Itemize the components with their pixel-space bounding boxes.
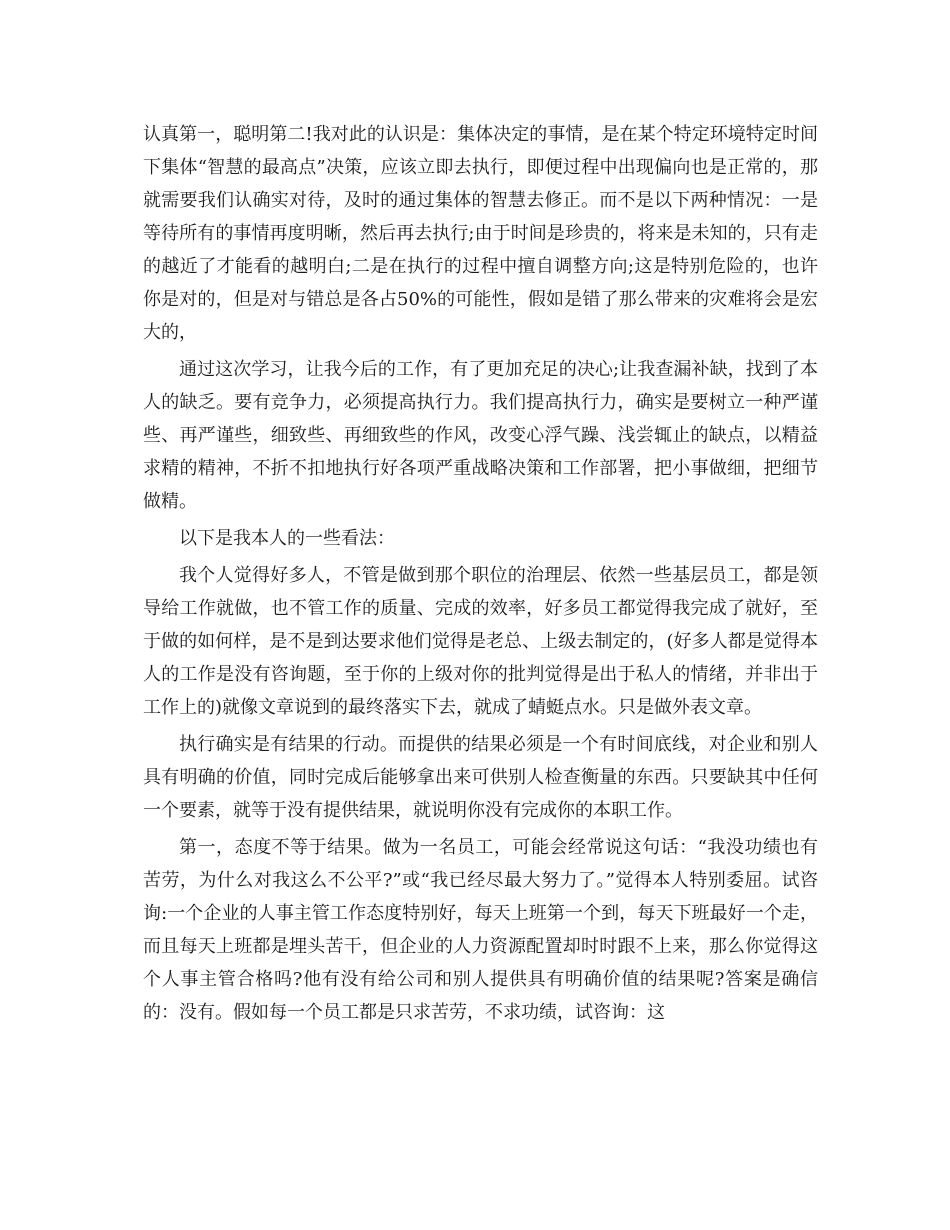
document-page xyxy=(143,118,818,1033)
paragraph-4: 我个人觉得好多人，不管是做到那个职位的治理层、依然一些基层员工，都是领导给工作就做，也不管工作的质量、完成的效率，好多员工都觉得我完成了就好，至于做的如何样，是不是到达要求他们觉得是老总、上级去制定的，(好多人都是觉得本人的工作是没有咨询题，至于你的上级对你的批判觉得是出于私人的情绪，并非出于工作上的)就像文章说到的最终落实下去，就成了蜻蜓点水。只是做外表文章。 xyxy=(143,565,818,718)
paragraph-3: 以下是我本人的一些看法： xyxy=(179,528,395,549)
paragraph-1: 认真第一，聪明第二!我对此的认识是：集体决定的事情，是在某个特定环境特定时间下集体“智慧的最高点”决策，应该立即去执行，即便过程中出现偏向也是正常的，那就需要我们认确实对待，及时的通过集体的智慧去修正。而不是以下两种情况：一是等待所有的事情再度明晰，然后再去执行;由于时间是珍贵的，将来是未知的，只有走的越近了才能看的越明白;二是在执行的过程中擅自调整方向;这是特别危险的，也许你是对的，但是对与错总是各占50%的可能性，假如是错了那么带来的灾难将会是宏大的， xyxy=(143,124,818,343)
paragraph-5: 执行确实是有结果的行动。而提供的结果必须是一个有时间底线，对企业和别人具有明确的价值，同时完成后能够拿出来可供别人检查衡量的东西。只要缺其中任何一个要素，就等于没有提供结果，就说明你没有完成你的本职工作。 xyxy=(143,734,818,821)
paragraph-2: 通过这次学习，让我今后的工作，有了更加充足的决心;让我查漏补缺，找到了本人的缺乏。要有竞争力，必须提高执行力。我们提高执行力，确实是要树立一种严谨些、再严谨些，细致些、再细致些的作风，改变心浮气躁、浅尝辄止的缺点，以精益求精的精神，不折不扣地执行好各项严重战略决策和工作部署，把小事做细，把细节做精。 xyxy=(143,359,818,512)
paragraph-6: 第一，态度不等于结果。做为一名员工，可能会经常说这句话：“我没功绩也有苦劳，为什么对我这么不公平?”或“我已经尽最大努力了。”觉得本人特别委屈。试咨询:一个企业的人事主管工作态度特别好，每天上班第一个到，每天下班最好一个走，而且每天上班都是埋头苦干，但企业的人力资源配置却时时跟不上来，那么你觉得这个人事主管合格吗?他有没有给公司和别人提供具有明确价值的结果呢?答案是确信的：没有。假如每一个员工都是只求苦劳，不求功绩，试咨询：这 xyxy=(143,837,818,1023)
